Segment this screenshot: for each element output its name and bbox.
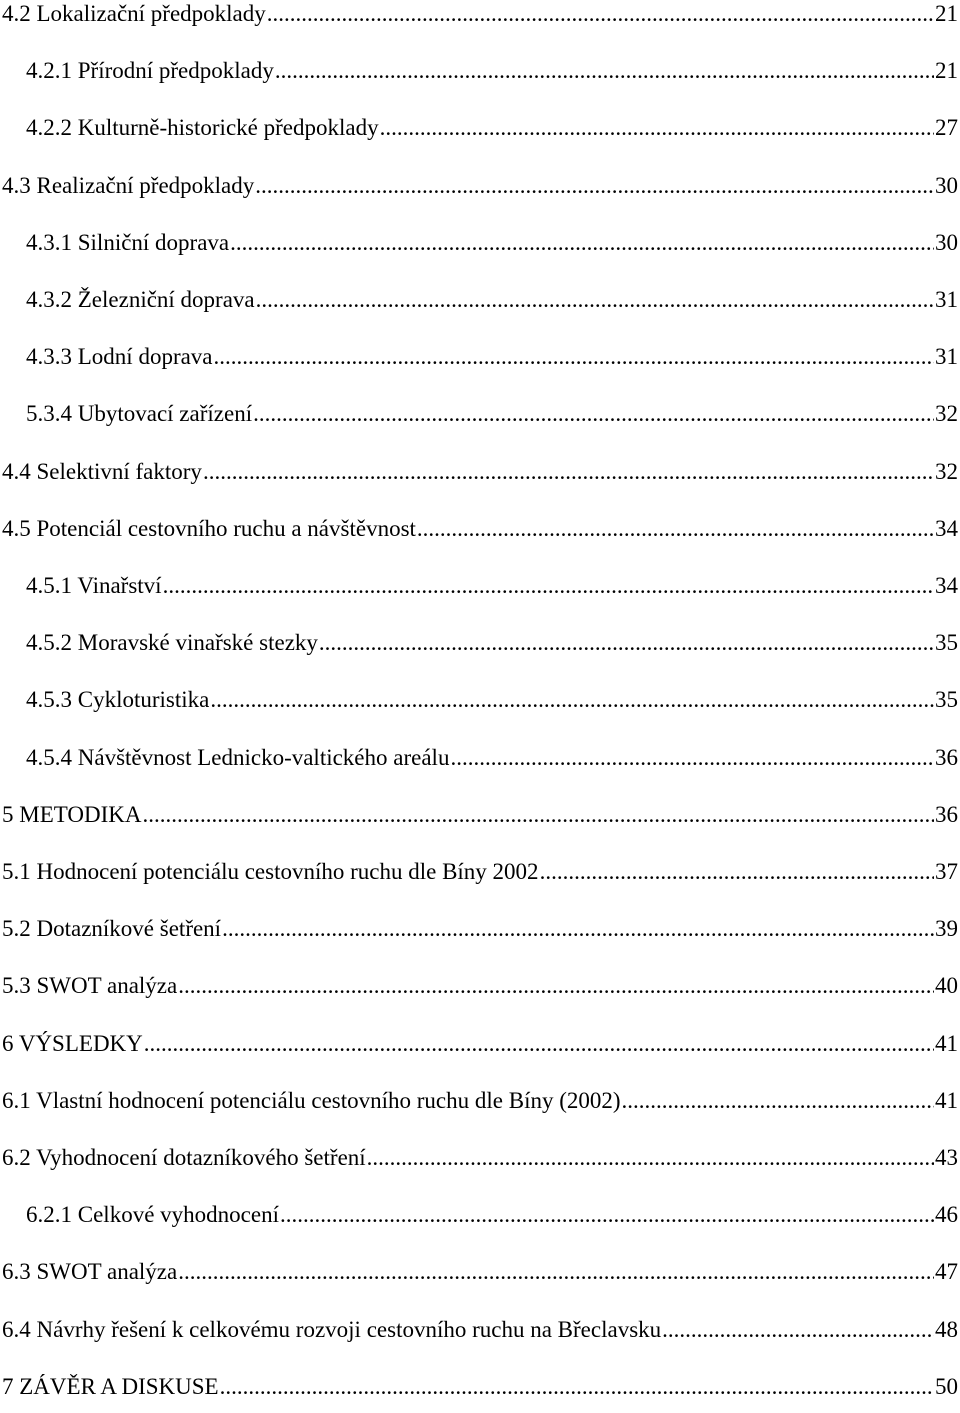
toc-dot-leader bbox=[275, 57, 934, 85]
toc-dot-leader bbox=[380, 114, 934, 142]
toc-entry-label: 5.2 Dotazníkové šetření bbox=[2, 916, 222, 942]
toc-entry[interactable] bbox=[0, 515, 958, 555]
toc-entry-label: 5 METODIKA bbox=[2, 801, 142, 827]
toc-entry[interactable] bbox=[0, 572, 958, 612]
toc-entry-label: 6.4 Návrhy řešení k celkovému rozvoji cestovního ruchu na Břeclavsku bbox=[2, 1316, 662, 1342]
toc-entry[interactable] bbox=[0, 629, 958, 669]
toc-entry-page-number: 40 bbox=[935, 973, 958, 999]
toc-entry-label: 4.5 Potenciál cestovního ruchu a návštěvnost bbox=[2, 515, 416, 541]
toc-entry-label: 6.2.1 Celkové vyhodnocení bbox=[26, 1202, 279, 1228]
toc-entry[interactable] bbox=[0, 286, 958, 326]
toc-dot-leader bbox=[210, 686, 934, 714]
toc-entry[interactable] bbox=[0, 57, 958, 97]
toc-entry-label: 6.1 Vlastní hodnocení potenciálu cestovního ruchu dle Bíny (2002) bbox=[2, 1087, 621, 1113]
toc-entry-page-number: 31 bbox=[935, 344, 958, 370]
toc-entry[interactable] bbox=[0, 400, 958, 440]
toc-entry[interactable] bbox=[0, 915, 958, 955]
toc-entry[interactable] bbox=[0, 744, 958, 784]
toc-entry-page-number: 31 bbox=[935, 287, 958, 312]
toc-entry-page-number: 37 bbox=[935, 859, 958, 884]
toc-entry[interactable] bbox=[0, 1087, 958, 1127]
toc-entry[interactable] bbox=[0, 858, 958, 898]
toc-entry-label: 4.2.1 Přírodní předpoklady bbox=[26, 58, 274, 84]
toc-entry-page-number: 47 bbox=[935, 1259, 958, 1285]
toc-entry[interactable] bbox=[0, 1258, 958, 1298]
toc-entry-label: 4.3.2 Železniční doprava bbox=[26, 287, 255, 312]
toc-entry-label: 4.5.3 Cykloturistika bbox=[26, 687, 210, 713]
toc-dot-leader bbox=[214, 343, 934, 371]
toc-dot-leader bbox=[230, 229, 934, 257]
toc-entry-label: 6 VÝSLEDKY bbox=[2, 1030, 143, 1056]
toc-dot-leader bbox=[256, 286, 934, 314]
toc-entry[interactable] bbox=[0, 972, 958, 1012]
toc-entry[interactable] bbox=[0, 1201, 958, 1241]
toc-dot-leader bbox=[178, 972, 934, 1000]
toc-entry[interactable] bbox=[0, 1316, 958, 1356]
toc-dot-leader bbox=[662, 1316, 934, 1344]
toc-entry[interactable] bbox=[0, 172, 958, 212]
toc-entry[interactable] bbox=[0, 458, 958, 498]
toc-entry-label: 6.2 Vyhodnocení dotazníkového šetření bbox=[2, 1145, 366, 1170]
toc-dot-leader bbox=[142, 801, 934, 829]
toc-dot-leader bbox=[255, 172, 934, 200]
toc-entry-page-number: 48 bbox=[935, 1316, 958, 1342]
toc-entry[interactable] bbox=[0, 1144, 958, 1184]
toc-entry-page-number: 21 bbox=[935, 1, 958, 26]
toc-entry-page-number: 35 bbox=[935, 687, 958, 713]
toc-entry-page-number: 35 bbox=[935, 630, 958, 656]
toc-dot-leader bbox=[367, 1144, 934, 1172]
toc-entry[interactable] bbox=[0, 0, 958, 40]
toc-entry-page-number: 30 bbox=[935, 229, 958, 255]
toc-dot-leader bbox=[178, 1258, 934, 1286]
toc-dot-leader bbox=[280, 1201, 934, 1229]
toc-entry-page-number: 36 bbox=[935, 801, 958, 827]
toc-entry[interactable] bbox=[0, 686, 958, 726]
toc-entry-label: 5.1 Hodnocení potenciálu cestovního ruchu dle Bíny 2002 bbox=[2, 859, 539, 884]
toc-entry-page-number: 41 bbox=[935, 1087, 958, 1113]
toc-entry-label: 4.3 Realizační předpoklady bbox=[2, 172, 255, 198]
toc-dot-leader bbox=[163, 572, 934, 600]
toc-entry-page-number: 34 bbox=[935, 573, 958, 598]
toc-entry[interactable] bbox=[0, 229, 958, 269]
toc-dot-leader bbox=[222, 915, 934, 943]
toc-entry-page-number: 39 bbox=[935, 916, 958, 942]
toc-entry-label: 4.5.1 Vinařství bbox=[26, 573, 162, 598]
toc-dot-leader bbox=[253, 400, 934, 428]
toc-dot-leader bbox=[540, 858, 934, 886]
toc-dot-leader bbox=[144, 1030, 934, 1058]
toc-entry-page-number: 34 bbox=[935, 515, 958, 541]
toc-entry-page-number: 46 bbox=[935, 1202, 958, 1228]
toc-entry-page-number: 30 bbox=[935, 172, 958, 198]
toc-entry-label: 4.3.1 Silniční doprava bbox=[26, 229, 230, 255]
toc-entry-page-number: 41 bbox=[935, 1030, 958, 1056]
toc-entry-page-number: 27 bbox=[935, 115, 958, 141]
toc-entry[interactable] bbox=[0, 114, 958, 154]
toc-entry-page-number: 21 bbox=[935, 58, 958, 84]
toc-entry-label: 4.5.4 Návštěvnost Lednicko-valtického areálu bbox=[26, 744, 450, 770]
toc-entry-label: 5.3 SWOT analýza bbox=[2, 973, 178, 999]
toc-entry-label: 6.3 SWOT analýza bbox=[2, 1259, 178, 1285]
toc-entry-label: 5.3.4 Ubytovací zařízení bbox=[26, 401, 253, 427]
toc-dot-leader bbox=[267, 0, 934, 28]
toc-entry-page-number: 32 bbox=[935, 401, 958, 427]
toc-dot-leader bbox=[220, 1373, 934, 1401]
toc-entry-label: 4.3.3 Lodní doprava bbox=[26, 344, 213, 370]
toc-dot-leader bbox=[622, 1087, 934, 1115]
toc-entry[interactable] bbox=[0, 343, 958, 383]
toc-entry-page-number: 50 bbox=[935, 1373, 958, 1399]
toc-entry-label: 7 ZÁVĚR A DISKUSE bbox=[2, 1373, 219, 1399]
toc-entry-label: 4.5.2 Moravské vinařské stezky bbox=[26, 630, 318, 656]
toc-entry-label: 4.2 Lokalizační předpoklady bbox=[2, 1, 266, 26]
toc-entry-label: 4.4 Selektivní faktory bbox=[2, 458, 202, 484]
toc-entry-page-number: 43 bbox=[935, 1145, 958, 1170]
toc-dot-leader bbox=[417, 515, 934, 543]
toc-entry-page-number: 32 bbox=[935, 458, 958, 484]
toc-dot-leader bbox=[450, 744, 934, 772]
toc-entry[interactable] bbox=[0, 801, 958, 841]
toc-entry[interactable] bbox=[0, 1030, 958, 1070]
toc-entry-label: 4.2.2 Kulturně-historické předpoklady bbox=[26, 115, 379, 141]
toc-entry-page-number: 36 bbox=[935, 744, 958, 770]
toc-dot-leader bbox=[319, 629, 934, 657]
toc-entry[interactable] bbox=[0, 1373, 958, 1413]
toc-dot-leader bbox=[203, 458, 934, 486]
